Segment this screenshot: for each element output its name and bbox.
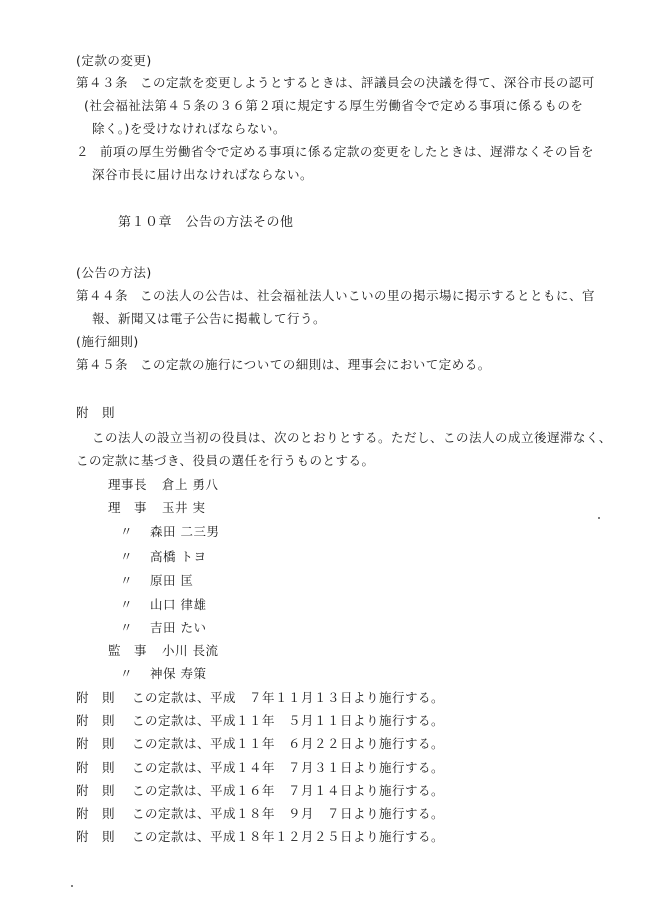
officer-role-ditto: 〃	[120, 597, 134, 612]
history-text: この定款は、平成１４年 ７月３１日より施行する。	[132, 760, 445, 775]
article-45-label: 第４５条	[76, 357, 129, 372]
history-label: 附 則	[76, 783, 116, 798]
history-row	[76, 690, 444, 706]
officer-row	[96, 620, 206, 636]
article-43-paragraph-2-number: ２	[76, 144, 90, 159]
supplementary-heading: 附 則	[76, 405, 116, 420]
history-text: この定款は、平成１８年１２月２５日より施行する。	[132, 829, 445, 844]
scan-speck	[71, 885, 73, 887]
officer-row	[108, 500, 205, 516]
officer-row	[108, 477, 218, 493]
history-label: 附 則	[76, 690, 116, 705]
supplementary-line-2: この定款に基づき、役員の選任を行うものとする。	[76, 453, 375, 468]
supplementary-line-1: この法人の設立当初の役員は、次のとおりとする。ただし、この法人の成立後遅滞なく、	[92, 430, 612, 445]
history-text: この定款は、平成 ７年１１月１３日より施行する。	[132, 690, 445, 705]
article-43-heading: (定款の変更)	[76, 53, 152, 68]
officer-name: 小川 長流	[162, 643, 219, 658]
officer-role: 理 事	[108, 500, 148, 515]
officer-row	[108, 643, 218, 659]
officer-name: 高橋 トヨ	[150, 549, 207, 564]
article-44-line-2: 報、新聞又は電子公告に掲載して行う。	[92, 311, 327, 326]
history-row	[76, 713, 444, 729]
officer-name: 神保 寿策	[150, 666, 207, 681]
history-row	[76, 806, 444, 822]
history-label: 附 則	[76, 760, 116, 775]
article-44-label: 第４４条	[76, 288, 129, 303]
history-label: 附 則	[76, 829, 116, 844]
history-label: 附 則	[76, 806, 116, 821]
officer-role-ditto: 〃	[120, 620, 134, 635]
history-text: この定款は、平成１６年 ７月１４日より施行する。	[132, 783, 445, 798]
chapter-10-title: 第１０章 公告の方法その他	[118, 215, 294, 230]
article-44-heading: (公告の方法)	[76, 265, 152, 280]
article-43-line-1	[76, 75, 595, 91]
officer-row	[96, 573, 193, 589]
article-43-line-2: (社会福祉法第４５条の３６第２項に規定する厚生労働省令で定める事項に係るものを	[84, 98, 584, 113]
officer-name: 原田 匡	[150, 573, 194, 588]
article-43-paragraph-2-text-1: 前項の厚生労働省令で定める事項に係る定款の変更をしたときは、遅滞なくその旨を	[100, 144, 595, 159]
article-43-line-3: 除く。)を受けなければならない。	[92, 121, 286, 136]
history-text: この定款は、平成１１年 ５月１１日より施行する。	[132, 713, 445, 728]
history-row	[76, 736, 444, 752]
article-43-label: 第４３条	[76, 75, 129, 90]
officer-name: 吉田 たい	[150, 620, 207, 635]
officer-row	[96, 666, 206, 682]
officer-row	[96, 597, 206, 613]
article-43-paragraph-2-line-2: 深谷市長に届け出なければならない。	[92, 167, 314, 182]
article-43-paragraph-2	[76, 144, 594, 160]
article-45-line-1	[76, 357, 491, 373]
officer-role-ditto: 〃	[120, 549, 134, 564]
history-label: 附 則	[76, 713, 116, 728]
officer-role-ditto: 〃	[120, 524, 134, 539]
officer-role: 理事長	[108, 477, 148, 492]
officer-name: 玉井 実	[162, 500, 206, 515]
officer-name: 森田 二三男	[150, 524, 220, 539]
history-row	[76, 829, 444, 845]
history-label: 附 則	[76, 736, 116, 751]
article-44-text-1: この法人の公告は、社会福祉法人いこいの里の掲示場に掲示するとともに、官	[140, 288, 596, 303]
officer-name: 山口 律雄	[150, 597, 207, 612]
history-row	[76, 783, 444, 799]
officer-role-ditto: 〃	[120, 573, 134, 588]
article-45-heading: (施行細則)	[76, 334, 139, 349]
officer-role: 監 事	[108, 643, 148, 658]
officer-role-ditto: 〃	[120, 666, 134, 681]
officer-name: 倉上 勇八	[162, 477, 219, 492]
officer-row	[96, 524, 219, 540]
article-45-text-1: この定款の施行についての細則は、理事会において定める。	[140, 357, 491, 372]
history-text: この定款は、平成１１年 ６月２２日より施行する。	[132, 736, 445, 751]
article-44-line-1	[76, 288, 595, 304]
history-text: この定款は、平成１８年 ９月 ７日より施行する。	[132, 806, 445, 821]
article-43-text-1: この定款を変更しようとするときは、評議員会の決議を得て、深谷市長の認可	[140, 75, 595, 90]
scan-speck	[598, 517, 600, 519]
history-row	[76, 760, 444, 776]
officer-row	[96, 549, 206, 565]
